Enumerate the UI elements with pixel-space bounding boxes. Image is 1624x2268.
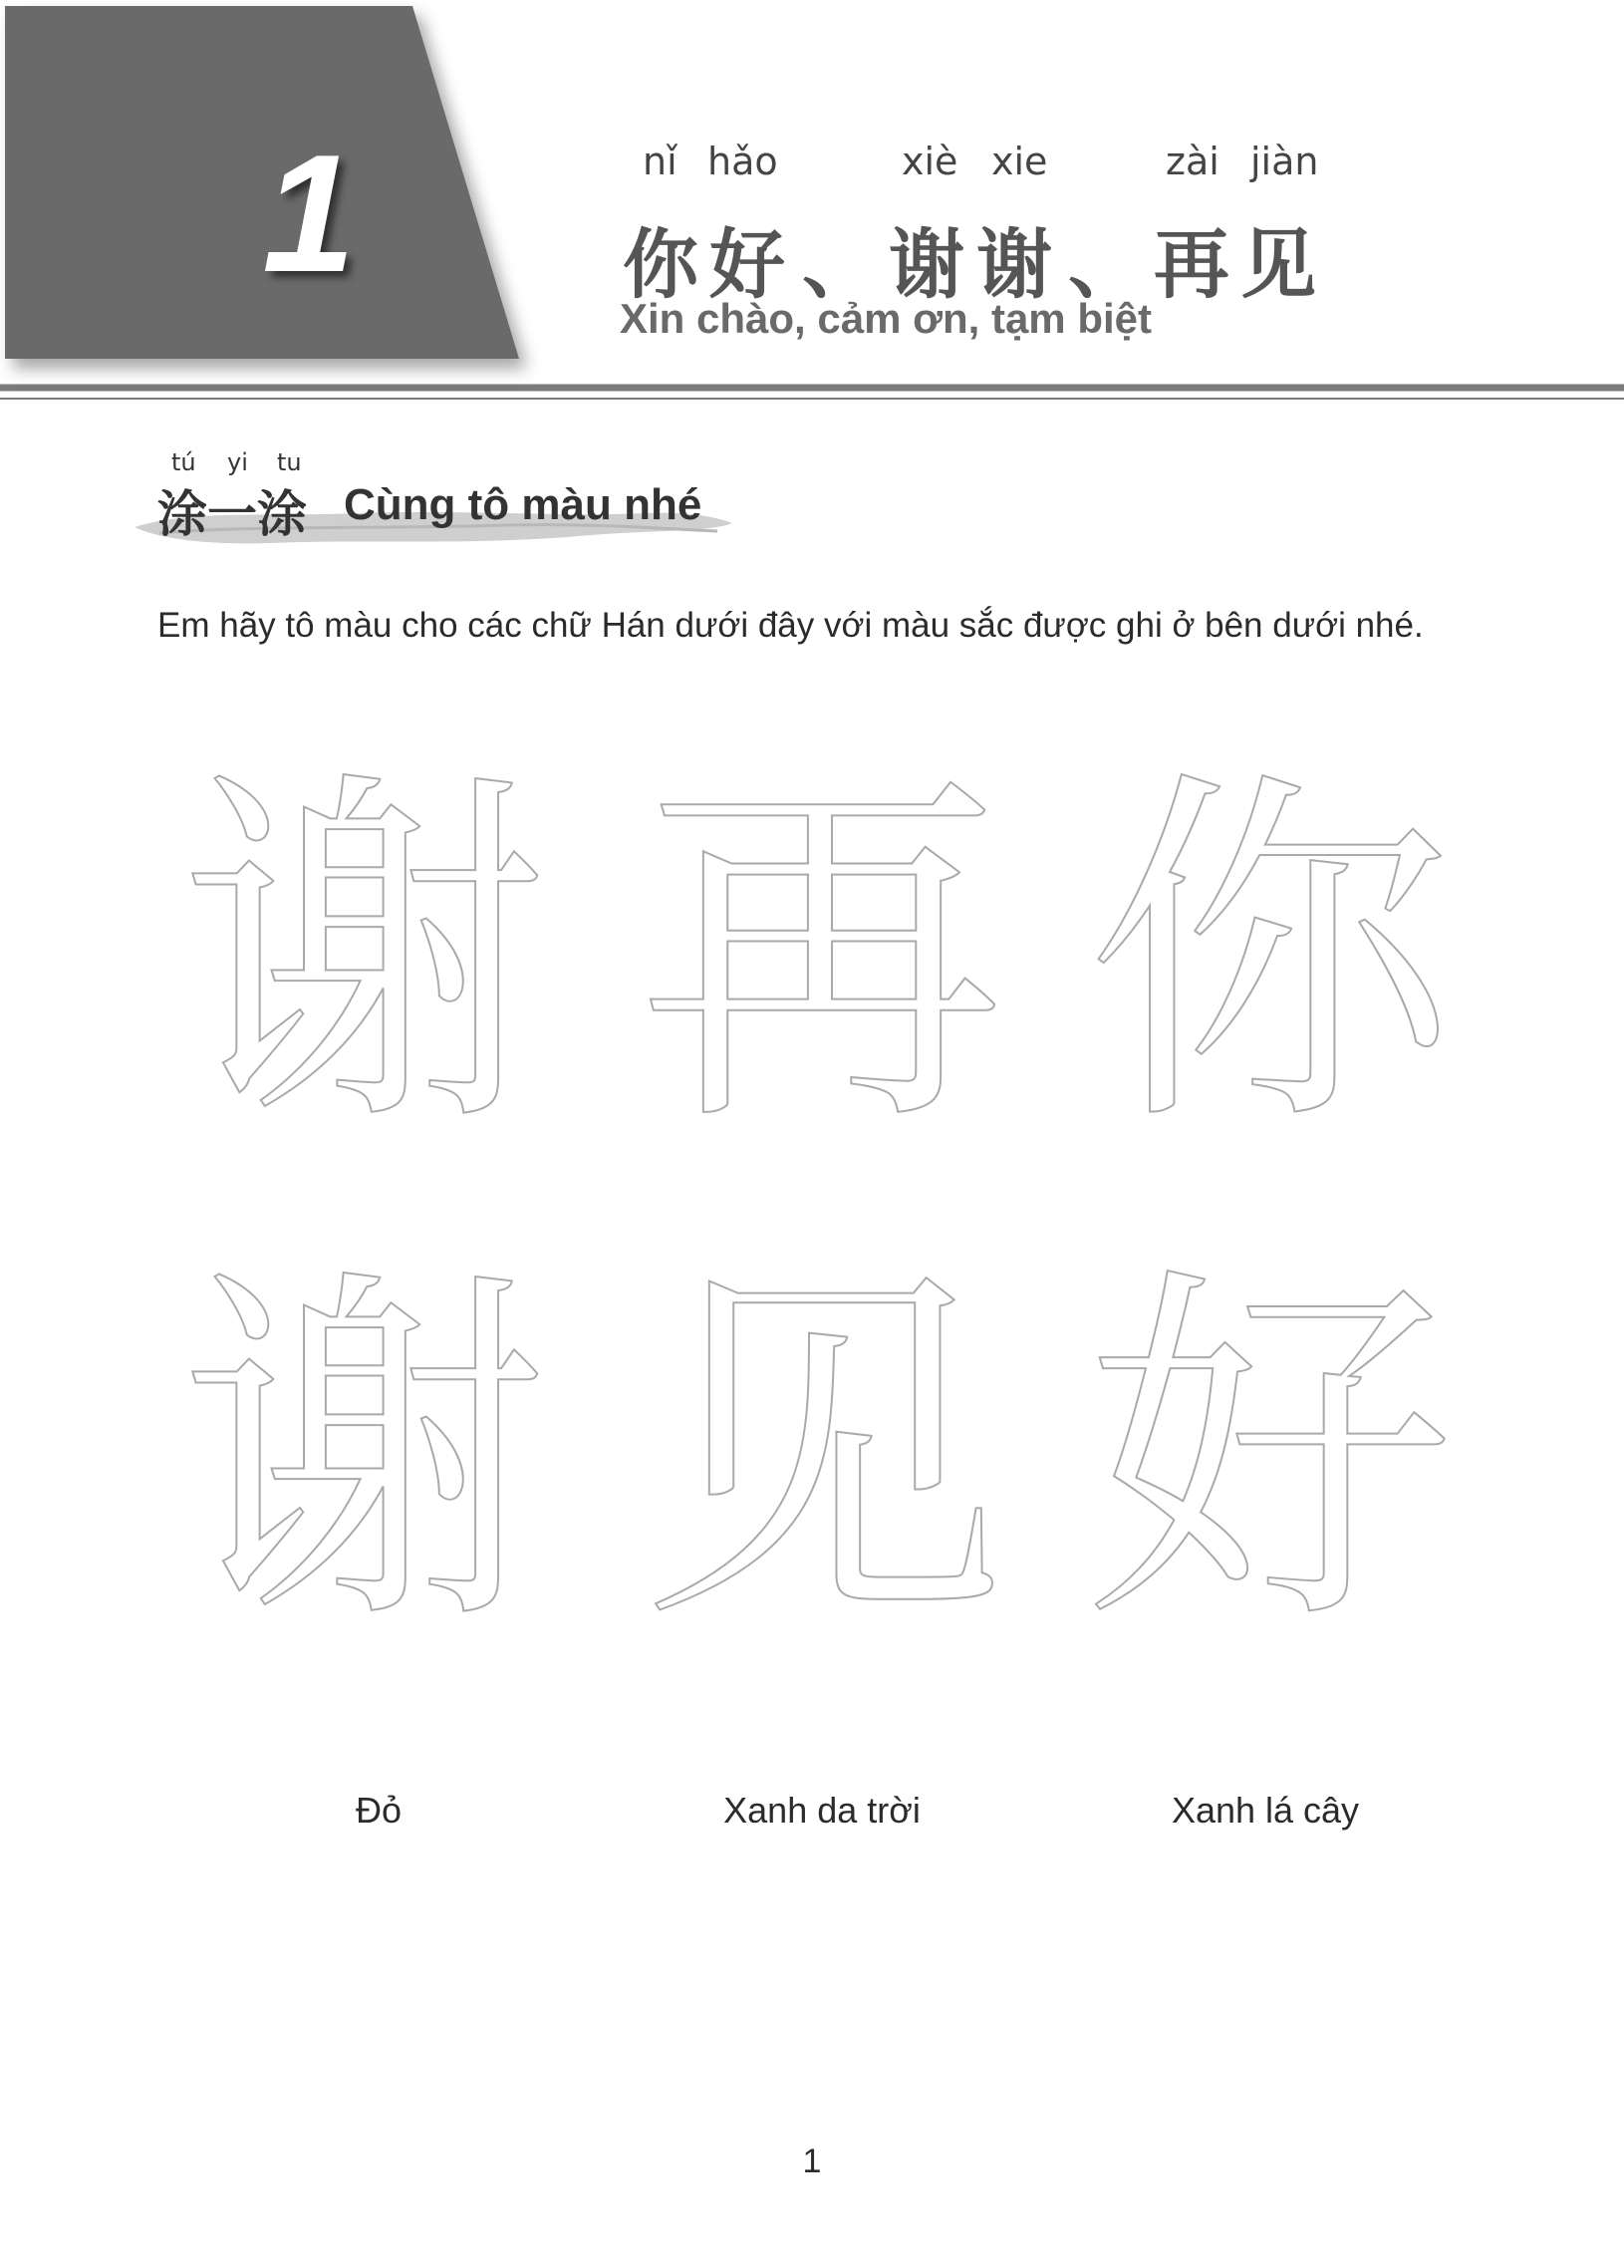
- title-char-xie1: 谢: [889, 220, 964, 309]
- outline-char-hao[interactable]: 好: [1086, 1241, 1455, 1669]
- outline-char-ni[interactable]: 你: [1086, 742, 1455, 1171]
- pinyin-hao: hǎo: [707, 140, 778, 183]
- lesson-subtitle: Xin chào, cảm ơn, tạm biệt: [620, 295, 1152, 342]
- page-number: 1: [802, 2142, 822, 2180]
- outline-char-zai[interactable]: 再: [638, 742, 1006, 1171]
- section-title: Cùng tô màu nhé: [344, 480, 702, 529]
- pinyin-zai: zài: [1166, 140, 1219, 183]
- color-label-red: Đỏ: [355, 1790, 403, 1831]
- section-pinyin-tu1: tú: [171, 448, 196, 476]
- instruction-text: Em hãy tô màu cho các chữ Hán dưới đây với màu sắc được ghi ở bên dưới nhé.: [157, 606, 1424, 645]
- pinyin-xie1: xiè: [902, 140, 958, 183]
- lesson-number: 1: [262, 120, 356, 307]
- title-char-zai: 再: [1154, 220, 1229, 309]
- pinyin-xie2: xie: [991, 140, 1048, 183]
- title-char-jian: 见: [1240, 220, 1316, 309]
- section-pinyin-yi: yi: [227, 448, 248, 476]
- pinyin-ni: nǐ: [643, 140, 677, 183]
- outline-char-jian[interactable]: 见: [638, 1241, 1006, 1669]
- title-char-ni: 你: [623, 220, 698, 309]
- outline-char-xie-1[interactable]: 谢: [179, 742, 548, 1171]
- color-label-green: Xanh lá cây: [1171, 1790, 1360, 1831]
- title-char-xie2: 谢: [976, 220, 1052, 309]
- section-title-chinese: 涂一涂: [157, 485, 307, 543]
- title-punct-1: 、: [802, 220, 878, 309]
- section-pinyin-tu2: tu: [277, 448, 302, 476]
- pinyin-jian: jiàn: [1250, 140, 1319, 183]
- outline-char-xie-2[interactable]: 谢: [179, 1241, 548, 1669]
- color-label-blue: Xanh da trời: [723, 1790, 921, 1831]
- title-char-hao: 好: [709, 220, 785, 309]
- title-punct-2: 、: [1068, 220, 1144, 309]
